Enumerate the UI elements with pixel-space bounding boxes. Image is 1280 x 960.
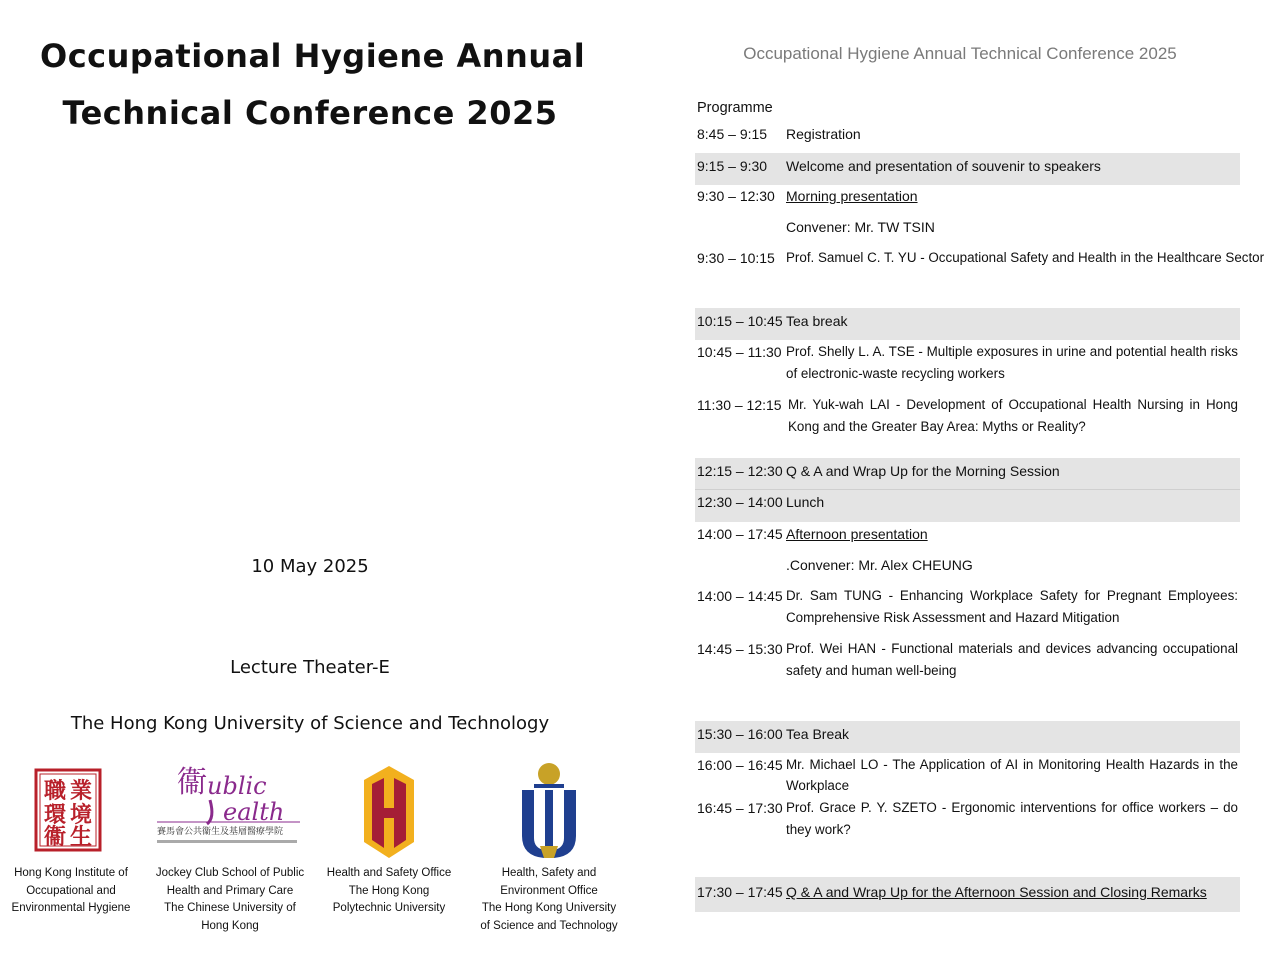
row-desc: Q & A and Wrap Up for the Morning Session	[786, 463, 1060, 479]
logo-caption	[474, 865, 624, 935]
row-time: 10:15 – 10:45	[697, 313, 783, 329]
section-heading: Morning presentation	[786, 188, 918, 204]
programme-row	[695, 123, 1240, 147]
caption-line: Environmental Hygiene	[11, 902, 131, 914]
row-desc: Registration	[786, 126, 861, 142]
ph-word-health: ealth	[223, 798, 285, 826]
row-desc: Tea Break	[786, 726, 850, 742]
section-heading: Afternoon presentation	[786, 526, 928, 542]
conference-title	[40, 28, 586, 142]
caption-line: Hong Kong Institute of	[14, 867, 128, 879]
row-desc: .Convener: Mr. Alex CHEUNG	[786, 557, 973, 573]
row-desc: Prof. Shelly L. A. TSE - Multiple exposures in urine and potential health risks of electronic-waste recycling workers	[786, 344, 1238, 381]
row-time: 9:30 – 12:30	[697, 188, 775, 204]
programme-row	[695, 638, 1240, 684]
programme-header: Occupational Hygiene Annual Technical Conference 2025	[743, 44, 1177, 63]
section-heading: Q & A and Wrap Up for the Afternoon Session and Closing Remarks	[786, 884, 1207, 900]
row-time: 16:00 – 16:45	[697, 757, 783, 773]
conference-date: 10 May 2025	[251, 556, 369, 577]
programme-row	[695, 490, 1240, 522]
row-time: 12:30 – 14:00	[697, 494, 783, 510]
programme-row	[695, 247, 1265, 271]
row-time: 17:30 – 17:45	[697, 884, 783, 900]
title-line-2: Technical Conference 2025	[62, 94, 558, 132]
caption-line: The Hong Kong	[348, 884, 430, 897]
caption-line: Health and Safety Office	[326, 867, 452, 879]
seal-glyph-5: 衞	[44, 824, 67, 850]
logo-caption	[155, 865, 305, 935]
row-time: 15:30 – 16:00	[697, 726, 783, 742]
caption-line: Occupational and	[26, 884, 116, 897]
caption-line: Jockey Club School of Public	[155, 867, 305, 879]
polyu-shield-icon	[314, 760, 464, 865]
row-desc: Mr. Yuk-wah LAI - Development of Occupational Health Nursing in Hong Kong and the Greater Bay Area: Myths or Reality?	[788, 397, 1238, 434]
caption-line: Environment Office	[500, 884, 598, 897]
programme-row	[695, 153, 1240, 185]
hkust-icon	[474, 760, 624, 865]
row-desc: Prof. Wei HAN - Functional materials and devices advancing occupational safety and human well-being	[786, 641, 1238, 678]
public-health-logo	[155, 760, 305, 935]
logo-caption	[314, 865, 464, 918]
row-desc: Prof. Samuel C. T. YU - Occupational Safety and Health in the Healthcare Sector	[786, 250, 1265, 265]
programme-row	[695, 341, 1240, 387]
row-time: 9:30 – 10:15	[697, 250, 775, 266]
row-desc: Welcome and presentation of souvenir to speakers	[786, 158, 1101, 174]
seal-glyph-6: 生	[70, 824, 93, 850]
caption-line: of Science and Technology	[480, 919, 618, 932]
hkiohe-logo	[0, 760, 146, 918]
programme-row	[695, 308, 1240, 340]
row-desc: Lunch	[786, 494, 825, 510]
row-time: 16:45 – 17:30	[697, 800, 783, 816]
row-time: 9:15 – 9:30	[697, 158, 768, 174]
programme-row	[695, 185, 1240, 209]
row-desc: Mr. Michael LO - The Application of AI in Monitoring Health Hazards in the Workplace	[786, 757, 1238, 793]
caption-line: The Hong Kong University	[481, 902, 617, 914]
polyu-logo	[314, 760, 464, 918]
seal-icon	[0, 760, 146, 865]
row-time: 14:45 – 15:30	[697, 641, 783, 657]
caption-line: Health, Safety and	[501, 867, 597, 879]
row-time: 14:00 – 14:45	[697, 588, 783, 604]
ph-word-public: ublic	[207, 772, 267, 800]
caption-line: The Chinese University of	[164, 902, 296, 914]
row-time: 11:30 – 12:15	[697, 397, 782, 413]
programme-row	[695, 754, 1240, 798]
programme-row	[695, 585, 1240, 631]
logo-caption	[0, 865, 146, 918]
row-time: 8:45 – 9:15	[697, 126, 768, 142]
row-desc: Prof. Grace P. Y. SZETO - Ergonomic interventions for office workers – do they work?	[786, 800, 1238, 837]
ph-glyph: 衞	[177, 765, 207, 800]
programme-row	[695, 394, 1240, 440]
programme-row	[695, 554, 1240, 578]
conference-venue: Lecture Theater-E	[230, 657, 390, 678]
conference-university: The Hong Kong University of Science and Technology	[70, 713, 550, 734]
seal-glyph-3: 環	[44, 802, 67, 828]
row-desc: Convener: Mr. TW TSIN	[786, 219, 935, 235]
programme-row	[695, 721, 1240, 753]
caption-line: Hong Kong	[201, 919, 259, 932]
caption-line: Health and Primary Care	[166, 884, 294, 897]
hkust-logo	[474, 760, 624, 935]
programme-row	[695, 523, 1240, 547]
row-time: 12:15 – 12:30	[697, 463, 783, 479]
programme-row	[695, 797, 1240, 841]
row-desc: Tea break	[786, 313, 848, 329]
row-time: 10:45 – 11:30	[697, 344, 782, 360]
seal-glyph-1: 職	[44, 778, 67, 804]
programme-label: Programme	[697, 100, 773, 116]
programme-row	[695, 877, 1240, 912]
ph-chinese-name: 賽馬會公共衞生及基層醫療學院	[157, 827, 284, 837]
caption-line: Polytechnic University	[332, 902, 446, 914]
row-time: 14:00 – 17:45	[697, 526, 783, 542]
public-health-icon	[155, 760, 305, 865]
programme-row	[695, 458, 1240, 490]
seal-glyph-2: 業	[70, 778, 93, 804]
seal-glyph-4: 境	[70, 802, 93, 828]
title-line-1: Occupational Hygiene Annual	[40, 37, 586, 75]
programme-row	[695, 216, 1240, 240]
row-desc: Dr. Sam TUNG - Enhancing Workplace Safety for Pregnant Employees: Comprehensive Risk Assessment and Hazard Mitigation	[786, 588, 1238, 625]
